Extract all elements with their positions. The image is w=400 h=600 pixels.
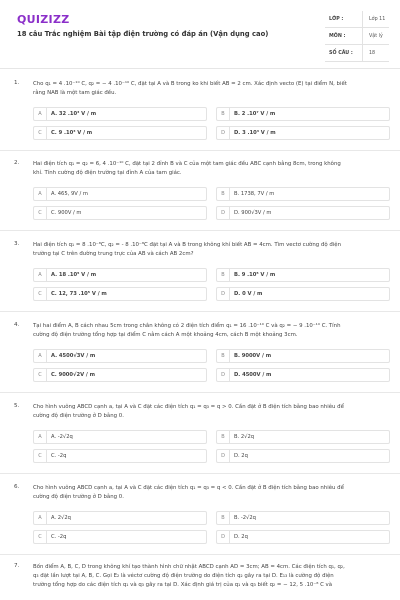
- option-letter: B: [217, 188, 230, 200]
- option-text: B. 1738, 7V / m: [234, 191, 275, 197]
- divider: [0, 150, 400, 151]
- meta-key: SỐ CÂU :: [329, 50, 353, 56]
- question-text: [33, 403, 389, 421]
- option-text: D. 2q: [234, 534, 248, 540]
- option-b[interactable]: [216, 268, 390, 282]
- option-letter: B: [217, 108, 230, 120]
- option-letter: B: [217, 350, 230, 362]
- question-line: Cho q₁ = 4 .10⁻¹⁰ C, q₂ = − 4 .10⁻¹⁰ C, đặt tại A và B trong ko khi biết AB = 2 cm. Xác định vecto (E) tại điểm N, biết: [33, 81, 347, 87]
- page-title: 18 câu Trắc nghiệm Bài tập điện trường có đáp án (Vận dụng cao): [17, 30, 269, 38]
- option-text: C. -2q: [51, 453, 67, 459]
- divider: [0, 230, 400, 231]
- option-d[interactable]: [216, 206, 390, 220]
- question-text: [33, 241, 389, 259]
- question-number: 3.: [14, 241, 20, 247]
- option-d[interactable]: [216, 126, 390, 140]
- option-text: C. 9000√2V / m: [51, 372, 96, 378]
- option-b[interactable]: [216, 187, 390, 201]
- option-a[interactable]: [33, 430, 207, 444]
- option-text: D. 4500V / m: [234, 372, 272, 378]
- option-b[interactable]: [216, 430, 390, 444]
- question-number: 6.: [14, 484, 20, 490]
- question-text: [33, 484, 389, 502]
- meta-value: Lớp 11: [362, 11, 389, 27]
- question-line: trường tại C trên đường trung trực của AB và cách AB 2cm?: [33, 251, 194, 257]
- option-letter: A: [34, 512, 47, 524]
- divider: [0, 554, 400, 555]
- option-text: A. 4500√3V / m: [51, 353, 96, 359]
- option-text: B. 2√2q: [234, 434, 255, 440]
- question-text: [33, 80, 389, 98]
- option-d[interactable]: [216, 449, 390, 463]
- option-letter: D: [217, 288, 230, 300]
- question-text: [33, 322, 389, 340]
- option-c[interactable]: [33, 449, 207, 463]
- meta-value: Vật lý: [362, 28, 389, 44]
- option-text: A. 2√2q: [51, 515, 71, 521]
- question-number: 1.: [14, 80, 20, 86]
- question-line: Cho hình vuông ABCD cạnh a, tại A và C đặt các điện tích q₁ = q₃ = q > 0. Cần đặt ở B điện tích bằng bao nhiêu để: [33, 404, 344, 410]
- option-b[interactable]: [216, 349, 390, 363]
- question-line: cường độ điện trường ở D bằng 0.: [33, 413, 124, 419]
- option-text: C. 900V / m: [51, 210, 82, 216]
- option-a[interactable]: [33, 349, 207, 363]
- question-line: Bốn điểm A, B, C, D trong không khí tạo thành hình chữ nhật ABCD cạnh AD = 3cm; AB = 4cm. Các điện tích q₁, q₂,: [33, 564, 345, 570]
- option-text: A. 32 .10³ V / m: [51, 111, 97, 117]
- option-letter: D: [217, 127, 230, 139]
- meta-row-subject: [325, 28, 389, 45]
- option-d[interactable]: [216, 368, 390, 382]
- option-letter: A: [34, 108, 47, 120]
- option-letter: A: [34, 431, 47, 443]
- option-b[interactable]: [216, 107, 390, 121]
- option-c[interactable]: [33, 368, 207, 382]
- option-b[interactable]: [216, 511, 390, 525]
- option-text: C. 9 .10³ V / m: [51, 130, 93, 136]
- question-line: q₃ đặt lần lượt tại A, B, C. Gọi E₂ là véctơ cường độ điện trường do điện tích q₂ gây ra tại D. E₁₃ là cường độ điện: [33, 573, 334, 579]
- question-line: cường độ điện trường ở D bằng 0.: [33, 494, 124, 500]
- option-text: D. 900√3V / m: [234, 210, 272, 216]
- option-c[interactable]: [33, 287, 207, 301]
- option-a[interactable]: [33, 511, 207, 525]
- option-a[interactable]: [33, 187, 207, 201]
- option-text: D. 3 .10³ V / m: [234, 130, 276, 136]
- question-number: 7.: [14, 563, 20, 569]
- option-text: C. -2q: [51, 534, 67, 540]
- divider: [0, 311, 400, 312]
- question-line: Hai điện tích q₁ = 8 .10⁻⁸C, q₂ = - 8 .10⁻⁸C đặt tại A và B trong không khí biết AB = 4cm. Tìm vectơ cường độ điện: [33, 242, 341, 248]
- meta-info-box: [325, 11, 389, 62]
- meta-row-class: [325, 11, 389, 28]
- meta-row-count: [325, 45, 389, 62]
- quizizz-logo: QUIZIZZ: [17, 13, 70, 26]
- meta-value: 18: [362, 45, 389, 61]
- option-letter: A: [34, 188, 47, 200]
- divider: [0, 473, 400, 474]
- option-d[interactable]: [216, 530, 390, 544]
- option-letter: D: [217, 369, 230, 381]
- option-letter: C: [34, 531, 47, 543]
- option-text: B. 2 .10⁷ V / m: [234, 111, 276, 117]
- question-line: trường tổng hợp do các điện tích q₁ và q₃ gây ra tại D. Xác định giá trị của q₁ và q₃ biết q₂ = − 12, 5 .10⁻⁸ C và: [33, 582, 333, 588]
- question-number: 5.: [14, 403, 20, 409]
- option-text: B. 9 .10⁵ V / m: [234, 272, 276, 278]
- meta-key: MÔN :: [329, 33, 346, 39]
- option-c[interactable]: [33, 206, 207, 220]
- meta-key: LỚP :: [329, 16, 344, 22]
- option-text: A. -2√2q: [51, 434, 73, 440]
- option-a[interactable]: [33, 107, 207, 121]
- question-line: Tại hai điểm A, B cách nhau 5cm trong chân không có 2 điện tích điểm q₁ = 16 .10⁻¹⁰ C và q₂ = − 9 .10⁻¹⁰ C. Tính: [33, 323, 341, 329]
- question-number: 4.: [14, 322, 20, 328]
- question-line: Hai điện tích q₁ = q₂ = 6, 4 .10⁻¹⁰ C, đặt tại 2 đỉnh B và C của một tam giác đều ABC cạnh bằng 8cm, trong không: [33, 161, 341, 167]
- question-number: 2.: [14, 160, 20, 166]
- option-c[interactable]: [33, 530, 207, 544]
- option-text: D. 2q: [234, 453, 248, 459]
- question-text: [33, 563, 389, 590]
- question-line: khí. Tính cường độ điện trường tại đỉnh A của tam giác.: [33, 170, 182, 176]
- option-letter: D: [217, 531, 230, 543]
- option-letter: C: [34, 207, 47, 219]
- option-text: D. 0 V / m: [234, 291, 263, 297]
- option-letter: A: [34, 269, 47, 281]
- option-letter: D: [217, 207, 230, 219]
- option-text: A. 18 .10⁵ V / m: [51, 272, 97, 278]
- option-text: B. 9000V / m: [234, 353, 272, 359]
- option-letter: A: [34, 350, 47, 362]
- option-letter: C: [34, 127, 47, 139]
- option-letter: D: [217, 450, 230, 462]
- option-letter: C: [34, 450, 47, 462]
- option-text: C. 12, 73 .10⁵ V / m: [51, 291, 107, 297]
- option-letter: C: [34, 369, 47, 381]
- option-letter: B: [217, 512, 230, 524]
- page-header: [0, 0, 400, 69]
- option-d[interactable]: [216, 287, 390, 301]
- option-text: A. 465, 9V / m: [51, 191, 88, 197]
- option-c[interactable]: [33, 126, 207, 140]
- option-letter: B: [217, 431, 230, 443]
- option-letter: B: [217, 269, 230, 281]
- question-line: cường độ điện trường tổng hợp tại điểm C nằm cách A một khoảng 4cm, cách B một khoảng 3cm.: [33, 332, 298, 338]
- option-a[interactable]: [33, 268, 207, 282]
- option-text: B. -2√2q: [234, 515, 256, 521]
- question-line: rằng NAB là một tam giác đều.: [33, 90, 117, 96]
- question-line: Cho hình vuông ABCD cạnh a, tại A và C đặt các điện tích q₁ = q₃ = q < 0. Cần đặt ở B điện tích bằng bao nhiêu để: [33, 485, 344, 491]
- question-text: [33, 160, 389, 178]
- divider: [0, 392, 400, 393]
- option-letter: C: [34, 288, 47, 300]
